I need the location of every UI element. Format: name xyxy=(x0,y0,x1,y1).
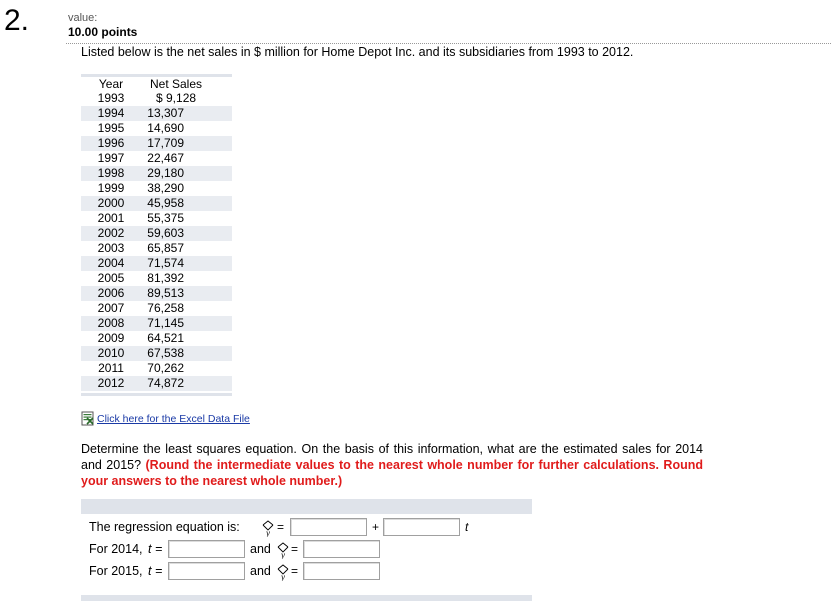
table-row xyxy=(81,181,232,196)
plus-sign: + xyxy=(372,520,380,534)
net-sales-cell: 14,690 xyxy=(147,121,184,135)
answer-box-bottom-bar xyxy=(81,595,532,601)
regression-row xyxy=(81,517,532,539)
table-body xyxy=(81,91,232,391)
year-cell: 2008 xyxy=(97,316,125,330)
table-row xyxy=(81,121,232,136)
net-sales-cell: 71,145 xyxy=(147,316,184,330)
net-sales-cell: 64,521 xyxy=(147,331,184,345)
intercept-input[interactable] xyxy=(290,518,367,536)
year-cell: 1993 xyxy=(97,91,125,105)
y-2015-input[interactable] xyxy=(303,562,380,580)
for-2015-label: For 2015, xyxy=(89,564,143,578)
value-label: value: xyxy=(68,12,98,24)
t-2015-input[interactable] xyxy=(168,562,245,580)
t-equals-2015 xyxy=(148,564,162,578)
for-2014-label: For 2014, xyxy=(89,542,143,556)
question-number: 2. xyxy=(4,4,30,37)
table-row xyxy=(81,196,232,211)
question-intro: Listed below is the net sales in $ million for Home Depot Inc. and its subsidiaries from 1993 to 2012. xyxy=(81,45,634,59)
answer-box xyxy=(81,499,532,601)
year-cell: 2002 xyxy=(97,226,125,240)
rounding-note: (Round the intermediate values to the nearest whole number for further calculations. Round your answers to the nearest whole number.) xyxy=(81,458,704,488)
t-2015-var: t = xyxy=(148,564,163,578)
net-sales-cell: 55,375 xyxy=(147,211,184,225)
header-net-sales: Net Sales xyxy=(149,77,203,91)
year-cell: 2003 xyxy=(97,241,125,255)
net-sales-cell: 74,872 xyxy=(147,376,184,390)
net-sales-cell: 81,392 xyxy=(147,271,184,285)
year-cell: 2000 xyxy=(97,196,125,210)
equals-sign: = xyxy=(291,564,299,578)
instructions-text: Determine the least squares equation. On the basis of this information, what are the estimated sales for 2014 and 2015? xyxy=(81,442,703,472)
y-2014-input[interactable] xyxy=(303,540,380,558)
table-row xyxy=(81,226,232,241)
net-sales-cell: 89,513 xyxy=(147,286,184,300)
y-hat-icon xyxy=(276,541,290,559)
table-row xyxy=(81,91,232,106)
table-row xyxy=(81,286,232,301)
year-cell: 2011 xyxy=(98,361,124,375)
net-sales-cell: 29,180 xyxy=(147,166,184,180)
t-2014-input[interactable] xyxy=(168,540,245,558)
excel-link-text[interactable]: Click here for the Excel Data File xyxy=(97,412,250,425)
row-2014 xyxy=(81,539,532,561)
t-equals-2014 xyxy=(148,542,162,556)
slope-input[interactable] xyxy=(383,518,460,536)
and-2015: and xyxy=(250,564,271,578)
row-2015 xyxy=(81,561,532,583)
table-row xyxy=(81,271,232,286)
answer-box-top-bar xyxy=(81,499,532,514)
equals-sign: = xyxy=(291,542,299,556)
table-row xyxy=(81,346,232,361)
year-cell: 2012 xyxy=(97,376,125,390)
net-sales-table xyxy=(81,74,232,396)
table-row xyxy=(81,301,232,316)
net-sales-cell: 65,857 xyxy=(147,241,184,255)
table-row xyxy=(81,376,232,391)
y-hat-icon xyxy=(261,519,275,537)
svg-text:y: y xyxy=(281,572,285,581)
year-cell: 2006 xyxy=(97,286,125,300)
table-bottom-bar xyxy=(81,393,232,396)
net-sales-cell: $ 9,128 xyxy=(156,91,197,105)
table-row xyxy=(81,241,232,256)
excel-data-link[interactable] xyxy=(81,411,250,426)
table-row xyxy=(81,166,232,181)
year-cell: 2007 xyxy=(97,301,125,315)
year-cell: 2001 xyxy=(97,211,125,225)
table-row xyxy=(81,256,232,271)
year-cell: 1997 xyxy=(97,151,125,165)
net-sales-cell: 17,709 xyxy=(147,136,184,150)
table-row xyxy=(81,331,232,346)
net-sales-cell: 70,262 xyxy=(147,361,184,375)
svg-text:y: y xyxy=(281,550,285,559)
year-cell: 1995 xyxy=(97,121,125,135)
net-sales-cell: 38,290 xyxy=(147,181,184,195)
points-value: 10.00 points xyxy=(68,25,138,39)
t-variable: t xyxy=(465,520,469,534)
table-row xyxy=(81,136,232,151)
header-year: Year xyxy=(98,77,124,91)
table-row xyxy=(81,361,232,376)
year-cell: 1998 xyxy=(97,166,125,180)
net-sales-cell: 67,538 xyxy=(147,346,184,360)
year-cell: 2004 xyxy=(97,256,125,270)
table-row xyxy=(81,106,232,121)
table-header-row xyxy=(81,77,232,91)
y-hat-icon xyxy=(276,563,290,581)
net-sales-cell: 45,958 xyxy=(147,196,184,210)
equals-sign: = xyxy=(277,520,285,534)
year-cell: 2009 xyxy=(97,331,125,345)
svg-text:y: y xyxy=(266,528,270,537)
t-2014-var: t = xyxy=(148,542,163,556)
table-row xyxy=(81,211,232,226)
year-cell: 1999 xyxy=(97,181,125,195)
net-sales-cell: 71,574 xyxy=(147,256,184,270)
year-cell: 1996 xyxy=(97,136,125,150)
dotted-divider xyxy=(66,43,831,44)
net-sales-cell: 22,467 xyxy=(147,151,184,165)
net-sales-cell: 76,258 xyxy=(147,301,184,315)
instructions xyxy=(81,441,703,489)
year-cell: 1994 xyxy=(97,106,125,120)
regression-label: The regression equation is: xyxy=(89,520,240,534)
net-sales-cell: 13,307 xyxy=(147,106,184,120)
table-row xyxy=(81,316,232,331)
net-sales-cell: 59,603 xyxy=(147,226,184,240)
year-cell: 2005 xyxy=(97,271,125,285)
excel-file-icon xyxy=(81,411,95,426)
table-row xyxy=(81,151,232,166)
and-2014: and xyxy=(250,542,271,556)
year-cell: 2010 xyxy=(97,346,125,360)
